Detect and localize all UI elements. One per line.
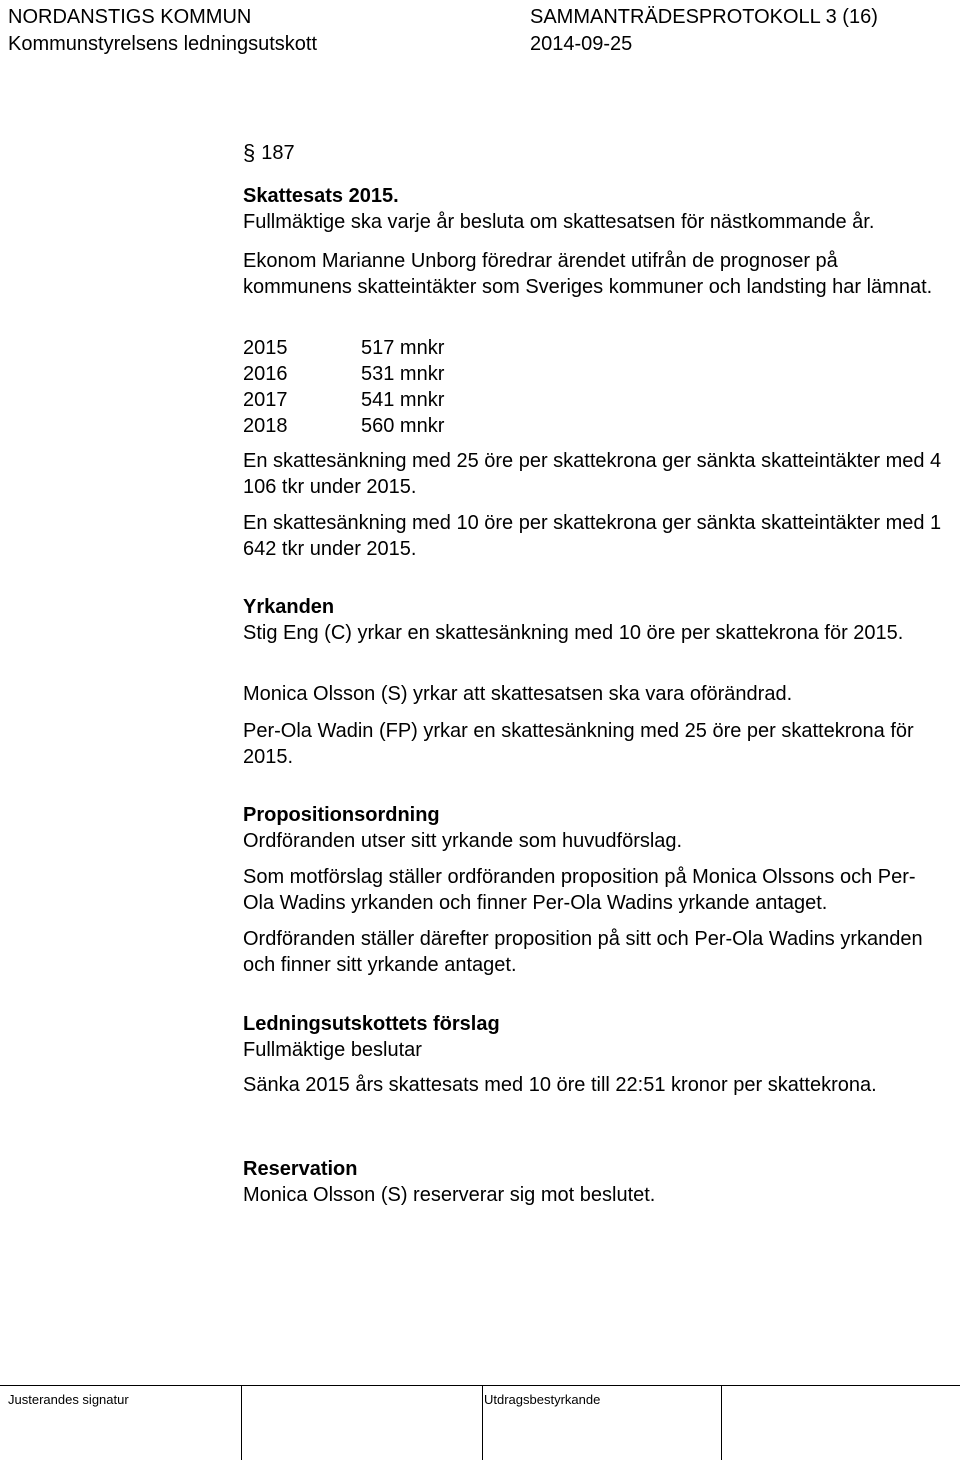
signature-label: Justerandes signatur bbox=[8, 1392, 129, 1407]
section-number: 187 bbox=[261, 142, 295, 164]
proposal-text: Sänka 2015 års skattesats med 10 öre till 22:51 kronor per skattekrona. bbox=[243, 1074, 877, 1096]
revenue-amount: 541 mnkr bbox=[361, 389, 445, 411]
revenue-year: 2018 bbox=[243, 415, 288, 437]
footer-divider bbox=[482, 1386, 483, 1460]
reduction-10-paragraph: En skattesänkning med 10 öre per skattekrona ger sänkta skatteintäkter med 1 642 tkr under 2015. bbox=[243, 512, 942, 560]
revenue-row bbox=[243, 387, 543, 413]
reservation-text: Monica Olsson (S) reserverar sig mot beslutet. bbox=[243, 1184, 656, 1206]
revenue-forecast-table bbox=[243, 335, 543, 439]
meeting-date: 2014-09-25 bbox=[530, 33, 633, 55]
revenue-row bbox=[243, 335, 543, 361]
committee-name: Kommunstyrelsens ledningsutskott bbox=[8, 33, 318, 55]
motion-item: Per-Ola Wadin (FP) yrkar en skattesänkning med 25 öre per skattekrona för 2015. bbox=[243, 720, 914, 768]
revenue-year: 2015 bbox=[243, 337, 288, 359]
revenue-amount: 531 mnkr bbox=[361, 363, 445, 385]
revenue-amount: 517 mnkr bbox=[361, 337, 445, 359]
proposal-lead: Fullmäktige beslutar bbox=[243, 1039, 422, 1061]
section-title: Skattesats 2015. bbox=[243, 185, 399, 207]
municipality-name: NORDANSTIGS KOMMUN bbox=[8, 6, 252, 28]
motion-item: Stig Eng (C) yrkar en skattesänkning med 10 öre per skattekrona för 2015. bbox=[243, 622, 904, 644]
signature-footer bbox=[0, 1385, 960, 1460]
revenue-year: 2017 bbox=[243, 389, 288, 411]
protocol-title: SAMMANTRÄDESPROTOKOLL 3 (16) bbox=[530, 6, 878, 28]
revenue-row bbox=[243, 361, 543, 387]
procedure-item: Som motförslag ställer ordföranden proposition på Monica Olssons och Per-Ola Wadins yrkanden och finner Per-Ola Wadins yrkande antaget. bbox=[243, 866, 916, 914]
revenue-amount: 560 mnkr bbox=[361, 415, 445, 437]
presentation-paragraph: Ekonom Marianne Unborg föredrar ärendet utifrån de prognoser på kommunens skatteintäkter som Sveriges kommuner och landsting har lämnat. bbox=[243, 250, 933, 298]
motion-item: Monica Olsson (S) yrkar att skattesatsen ska vara oförändrad. bbox=[243, 683, 793, 705]
motions-heading: Yrkanden bbox=[243, 596, 335, 618]
procedure-item: Ordföranden utser sitt yrkande som huvudförslag. bbox=[243, 830, 683, 852]
footer-divider bbox=[721, 1386, 722, 1460]
proposal-heading: Ledningsutskottets förslag bbox=[243, 1013, 500, 1035]
revenue-year: 2016 bbox=[243, 363, 288, 385]
section-symbol: § bbox=[243, 140, 256, 165]
procedure-heading: Propositionsordning bbox=[243, 804, 440, 826]
reduction-25-paragraph: En skattesänkning med 25 öre per skattekrona ger sänkta skatteintäkter med 4 106 tkr under 2015. bbox=[243, 450, 942, 498]
procedure-item: Ordföranden ställer därefter proposition på sitt och Per-Ola Wadins yrkanden och finner sitt yrkande antaget. bbox=[243, 928, 923, 976]
section-intro: Fullmäktige ska varje år besluta om skattesatsen för nästkommande år. bbox=[243, 211, 875, 233]
reservation-heading: Reservation bbox=[243, 1158, 358, 1180]
extract-label: Utdragsbestyrkande bbox=[484, 1392, 601, 1407]
footer-divider bbox=[241, 1386, 242, 1460]
page-header bbox=[8, 4, 948, 58]
revenue-row bbox=[243, 413, 543, 439]
section-number-row bbox=[243, 140, 295, 166]
